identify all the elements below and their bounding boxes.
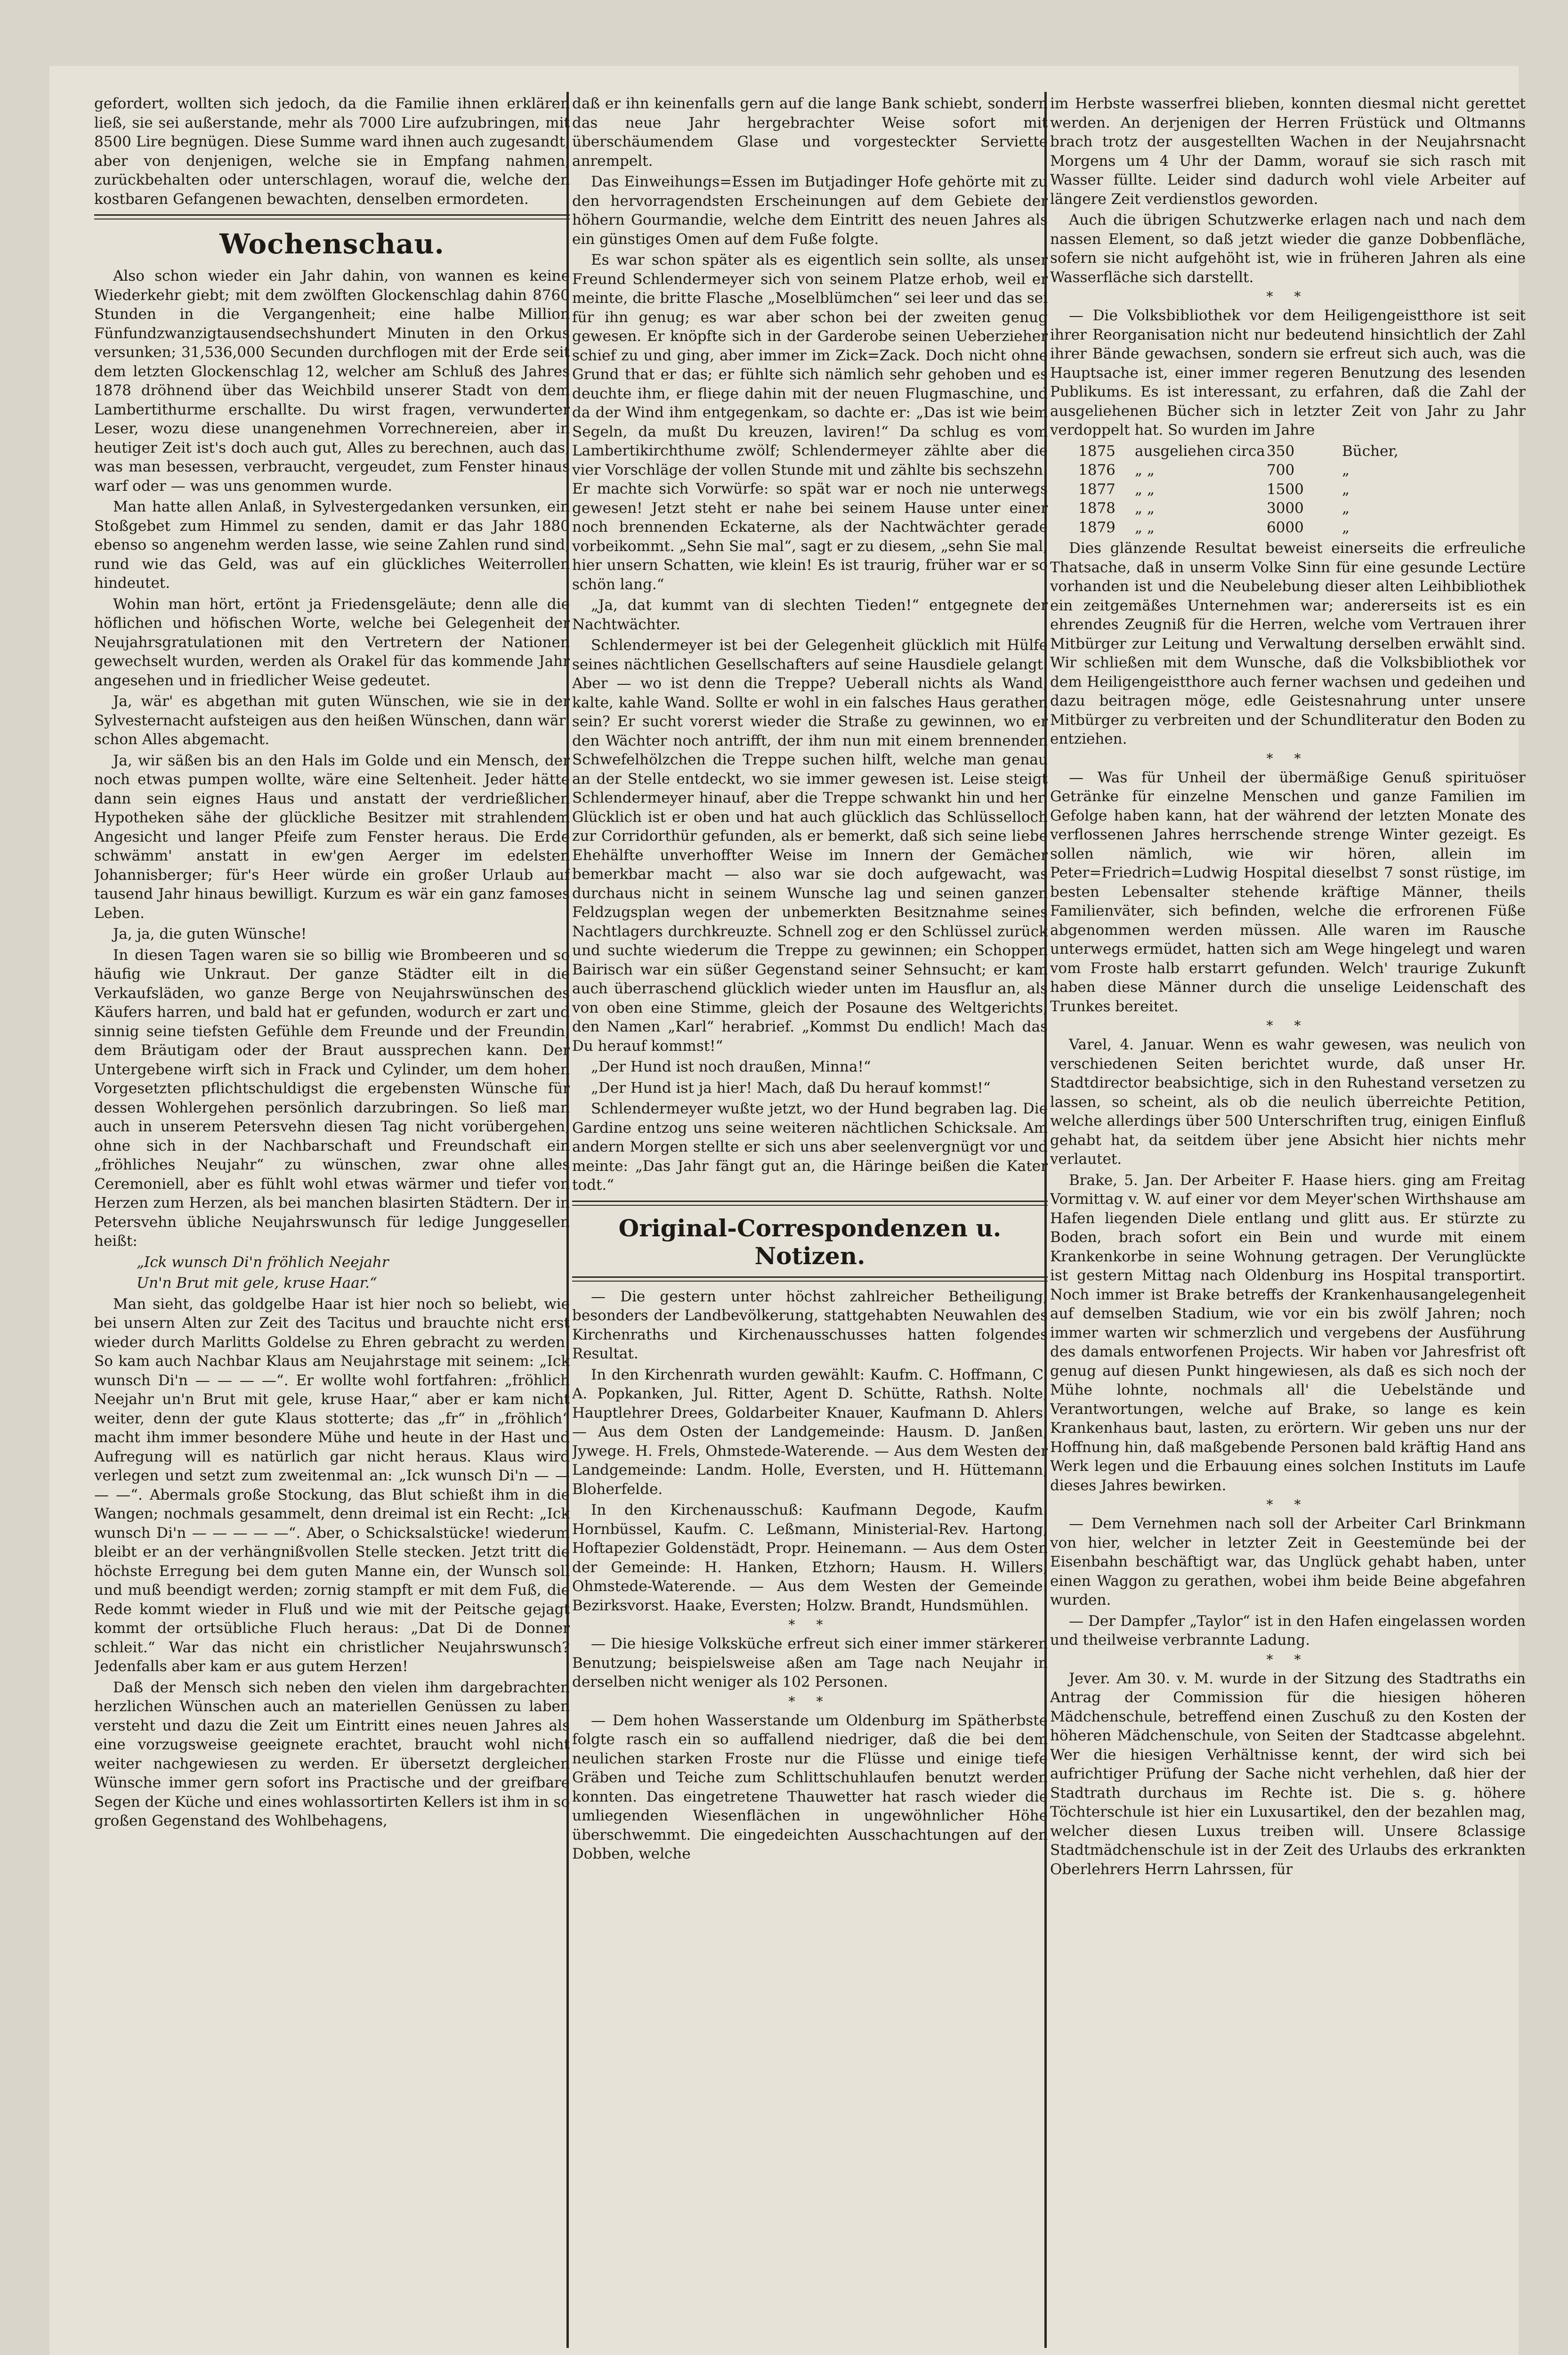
separator-stars: * * [1266,750,1309,766]
separator-stars: * * [788,1617,832,1632]
paragraph: „Der Hund ist ja hier! Mach, daß Du herauf kommst!“ [591,1079,991,1096]
paragraph: Man sieht, das goldgelbe Haar ist hier noch so beliebt, wie bei unsern Alten zur Zeit des Tacitus und brauchte nicht erst wieder durch Marlitts Goldelse zu Ehren gebracht zu werden. So kam auch Nachbar Klaus am Neujahrstage mit seinem: „Ick wunsch Di'n — — — —“. Er wollte wohl fortfahren: „fröhlich Neejahr un'n Brut mit gele, kruse Haar,“ aber er kam nicht weiter, denn der gute Klaus stotterte; das „fr“ in „fröhlich“ macht ihm immer besondere Mühe und heute in der Hast und Aufregung will es natürlich gar nicht heraus. Klaus wird verlegen und setzt zum zweitenmal an: „Ick wunsch Di'n — — — —“. Abermals große Stockung, das Blut schießt ihm in die Wangen; nochmals gesammelt, denn dreimal ist ein Recht: „Ick wunsch Di'n — — — — —“. Aber, o Schicksalstücke! wiederum bleibt er an der verhängnißvollen Stelle stecken. Jetzt tritt die höchste Erregung bei dem guten Manne ein, der Wunsch soll und muß beendigt werden; zornig stampft er mit dem Fuß, die Rede kommt wieder in Fluß und wie mit der Peitsche gejagt kommt der ortsübliche Fluch heraus: „Dat Di de Donner schleit.“ War das nicht ein christlicher Neujahrswunsch? Jedenfalls aber kam er aus gutem Herzen! [94,1295,570,1675]
paragraph: In den Kirchenrath wurden gewählt: Kaufm. C. Hoffmann, C. A. Popkanken, Jul. Ritter, Agent D. Schütte, Rathsh. Nolte, Hauptlehrer Drees, Goldarbeiter Knauer, Kaufmann D. Ahlers. — Aus dem Osten der Landgemeinde: Hausm. D. Janßen, Jywege. H. Frels, Ohmstede-Waterende. — Aus dem Westen der Landgemeinde: Landm. Holle, Eversten, und H. Hüttemann, Bloherfelde. [572,1366,1048,1498]
column-2 [572,94,1048,2331]
verse-line: Un'n Brut mit gele, kruse Haar.“ [137,1275,377,1291]
section-heading-wochenschau: Wochenschau. [219,228,445,260]
paragraph: Ja, wir säßen bis an den Hals im Golde und ein Mensch, der noch etwas pumpen wollte, wäre eine Seltenheit. Jeder hätte dann sein eignes Haus und anstatt der verdrießlichen Hypotheken sähe der glückliche Besitzer mit strahlendem Angesicht und langer Pfeife zum Fenster heraus. Die Erde schwämm' anstatt in ew'gen Aerger im edelsten Johannisberger; für's Heer würde ein großer Urlaub auf tausend Jahr hinaus bewilligt. Kurzum es wär ein ganz famoses Leben. [94,752,570,922]
table-row: 1878 „ „ 3000 „ [1078,500,1350,517]
paragraph: daß er ihn keinenfalls gern auf die lange Bank schiebt, sondern das neue Jahr hergebrachter Weise sofort mit überschäumendem Glase und vorgesteckter Serviette anrempelt. [572,95,1048,170]
paragraph: Es war schon später als es eigentlich sein sollte, als unser Freund Schlendermeyer sich von seinem Platze erhob, weil er meinte, die britte Flasche „Moselblümchen“ sei leer und das sei für ihn genug; es war aber schon bei der zweiten genug gewesen. Er knöpfte sich in der Garderobe seinen Ueberzieher schief zu und ging, aber immer im Zick=Zack. Doch nicht ohne Grund that er das; er fühlte sich nämlich sehr gehoben und es deuchte ihm, er fliege dahin mit der neuen Flugmaschine, und da der Wind ihm entgegenkam, so dachte er: „Das ist wie beim Segeln, da mußt Du kreuzen, laviren!“ Da schlug es vom Lambertikirchthume zwölf; Schlendermeyer zählte aber die vier Vorschläge der vollen Stunde mit und zählte bis sechszehn. Er machte sich Vorwürfe: so spät war er noch nie unterwegs gewesen! Jetzt steht er nahe bei seinem Hause unter einer noch brennenden Eckaterne, als der Nachtwächter gerade vorbeikommt. „Sehn Sie mal“, sagt er zu diesem, „sehn Sie mal, hier unsern Schatten, wie klein! Es ist traurig, früher war er so schön lang.“ [572,252,1048,593]
separator-stars: * * [1266,1497,1309,1512]
table-row: 1875 ausgeliehen circa 350 Bücher, [1078,442,1398,460]
paragraph: „Der Hund ist noch draußen, Minna!“ [591,1058,871,1075]
paragraph: Varel, 4. Januar. Wenn es wahr gewesen, was neulich von verschiedenen Seiten berichtet wurde, daß unser Hr. Stadtdirector beabsichtige, sich in den Ruhestand versetzen zu lassen, so scheint, als ob die neulich überreichte Petition, welche allerdings über 500 Unterschriften trug, einigen Einfluß gehabt hat, da seitdem über jene Absicht hier nichts mehr verlautet. [1050,1036,1526,1168]
table-row: 1879 „ „ 6000 „ [1078,519,1350,536]
paragraph: Also schon wieder ein Jahr dahin, von wannen es keine Wiederkehr giebt; mit dem zwölften Glockenschlag dahin 8760 Stunden in die Vergangenheit; eine halbe Million Fünfundzwanzigtausendsechshundert Minuten in den Orkus versunken; 31,536,000 Secunden durchflogen mit der Erde seit dem letzten Glockenschlag 12, welcher am Schluß des Jahres 1878 dröhnend über das Weichbild unserer Stadt von dem Lambertithurme erschallte. Du wirst fragen, verwunderter Leser, wozu diese unangenehmen Vorrechnereien, aber in heutiger Zeit ist's doch auch gut, Alles zu berechnen, auch das, was man besessen, verbraucht, vergeudet, zum Fenster hinaus warf oder — was uns genommen wurde. [94,268,570,495]
paragraph: Daß der Mensch sich neben den vielen ihm dargebrachten herzlichen Wünschen auch an materiellen Genüssen zu laben versteht und dazu die Zeit um Eintritt eines neuen Jahres als eine vorzugsweise geeignete erachtet, braucht wohl nicht weiter nachgewiesen zu werden. Er übersetzt dergleichen Wünsche immer gern sofort ins Practische und der greifbare Segen der Küche und eines wohlassortirten Kellers ist ihm in so großen Gegenstand des Wohlbehagens, [94,1679,570,1829]
paragraph: — Dem Vernehmen nach soll der Arbeiter Carl Brinkmann von hier, welcher in letzter Zeit in Geestemünde bei der Eisenbahn beschäftigt war, das Unglück gehabt haben, unter einen Waggon zu gerathen, wobei ihm beide Beine abgefahren wurden. [1050,1515,1526,1608]
paragraph: Wohin man hört, ertönt ja Friedensgeläute; denn alle die höflichen und höfischen Worte, welche bei Gelegenheit der Neujahrsgratulationen mit den Vertretern der Nationen gewechselt wurden, werden als Orakel für das kommende Jahr angesehen und in friedlicher Weise gedeutet. [94,595,570,689]
section-rule [572,1201,1048,1206]
paragraph: Auch die übrigen Schutzwerke erlagen nach und nach dem nassen Element, so daß jetzt wieder die ganze Dobbenfläche, sofern sie nicht aufgehöht ist, wie in früheren Jahren als eine Wasserfläche sich darstellt. [1050,211,1526,286]
table-row: 1876 „ „ 700 „ [1078,462,1350,479]
paragraph: Das Einweihungs=Essen im Butjadinger Hofe gehörte mit zu den hervorragendsten Erscheinungen auf dem Gebiete der höhern Gourmandie, welche dem Eintritt des neuen Jahres als ein günstiges Omen auf dem Fuße folgte. [572,173,1048,248]
paragraph: Man hatte allen Anlaß, in Sylvestergedanken versunken, ein Stoßgebet zum Himmel zu senden, damit er das Jahr 1880 ebenso so angenehm werden lasse, wie seine Zahlen rund sind, rund wie das Geld, was auf ein glückliches Weiterrollen hindeutet. [94,498,570,592]
separator-stars: * * [1266,1018,1309,1033]
verse-line: „Ick wunsch Di'n fröhlich Neejahr [137,1253,389,1271]
library-statistics-table [1078,442,1526,537]
paragraph: Ja, ja, die guten Wünsche! [113,926,307,942]
paragraph: Dies glänzende Resultat beweist einerseits die erfreuliche Thatsache, daß in unserm Volke Sinn für eine gesunde Lectüre vorhanden ist und die Neubelebung dieser alten Leihbibliothek ein zeitgemäßes Unternehmen war; andererseits ist es ein ehrendes Zeugniß für die Herren, welche vom Vertrauen ihrer Mitbürger zur Leitung und Verwaltung derselben erwählt sind. Wir schließen mit dem Wunsche, daß die Volksbibliothek vor dem Heiligengeistthore auch ferner wachsen und gedeihen und dazu beitragen möge, edle Geistesnahrung unter unsere Mitbürger zu verbreiten und der Schundliteratur den Boden zu entziehen. [1050,540,1526,747]
paragraph: Schlendermeyer wußte jetzt, wo der Hund begraben lag. Die Gardine entzog uns seine weiteren nächtlichen Schicksale. Am andern Morgen stellte er sich uns aber seelenvergnügt vor und meinte: „Das Jahr fängt gut an, die Häringe beißen die Kater todt.“ [572,1100,1048,1194]
paragraph: Schlendermeyer ist bei der Gelegenheit glücklich mit Hülfe seines nächtlichen Gesellschafters auf seine Hausdiele gelangt. Aber — wo ist denn die Treppe? Ueberall nichts als Wand, kalte, kahle Wand. Sollte er wohl in ein falsches Haus gerathen sein? Er sucht vorerst wieder die Straße zu gewinnen, wo er den Wächter noch antrifft, der ihm nun mit einem brennenden Schwefelhölzchen die Treppe suchen hilft, welche man genau an der Stelle entdeckt, wo sie immer gewesen ist. Leise steigt Schlendermeyer hinauf, aber die Treppe schwankt hin und her. Glücklich ist er oben und hat auch glücklich das Schlüsselloch zur Corridorthür gefunden, als er bemerkt, daß sich seine liebe Ehehälfte unverhoffter Weise im Innern der Gemächer bemerkbar macht — also war sie doch aufgewacht, was durchaus nicht in seinem Wunsche lag und seinen ganzen Feldzugsplan wegen der unbemerkten Besitznahme seines Nachtlagers durchkreuzte. Schnell zog er den Schlüssel zurück und suchte wiederum die Treppe zu gewinnen; ein Schoppen Bairisch war ein süßer Gegenstand seiner Sehnsucht; er kam auch überraschend glücklich wieder unten im Hausflur an, als von oben eine Stimme, gleich der Posaune des Weltgerichts, den Namen „Karl“ herabrief. „Kommst Du endlich! Mach das Du herauf kommst!“ [572,637,1048,1055]
paragraph: In diesen Tagen waren sie so billig wie Brombeeren und so häufig wie Unkraut. Der ganze Städter eilt in die Verkaufsläden, wo ganze Berge von Neujahrswünschen des Käufers harren, und bald hat er gefunden, wodurch er zart und sinnig seine tiefsten Gefühle dem Freunde und der Freundin, dem Bräutigam oder der Braut aussprechen kann. Der Untergebene wirft sich in Frack und Cylinder, um dem hohen Vorgesetzten pflichtschuldigst die ergebensten Wünsche für dessen Wohlergehen persönlich darzubringen. So ließ man auch in unserem Petersvehn diesen Tag nicht vorübergehen, ohne sich in der Nachbarschaft und Freundschaft ein „fröhliches Neujahr“ zu wünschen, zwar ohne alles Ceremoniell, aber es fühlt wohl etwas wärmer und tiefer von Herzen zum Herzen, als bei manchen blasirten Städtern. Der in Petersvehn übliche Neujahrswunsch für ledige Junggesellen heißt: [94,946,570,1250]
separator-stars: * * [1266,289,1309,304]
section-rule [94,214,570,219]
column-3 [1050,94,1526,2331]
paragraph: — Die hiesige Volksküche erfreut sich einer immer stärkeren Benutzung; beispielsweise aßen am Tage nach Neujahr in derselben nicht weniger als 102 Personen. [572,1635,1048,1690]
paragraph: — Der Dampfer „Taylor“ ist in den Hafen eingelassen worden und theilweise verbrannte Ladung. [1050,1612,1526,1648]
separator-stars: * * [788,1693,832,1709]
paragraph: In den Kirchenausschuß: Kaufmann Degode, Kaufm. Hornbüssel, Kaufm. C. Leßmann, Ministerial-Rev. Hartong, Hoftapezier Goldenstädt, Propr. Heinemann. — Aus dem Osten der Gemeinde: H. Hanken, Etzhorn; Hausm. H. Willers, Ohmstede-Waterende. — Aus dem Westen der Gemeinde: Bezirksvorst. Haake, Eversten; Holzw. Brandt, Hundsmühlen. [572,1502,1048,1614]
paragraph: — Die gestern unter höchst zahlreicher Betheiligung, besonders der Landbevölkerung, stattgehabten Neuwahlen des Kirchenraths und Kirchenausschusses hatten folgendes Resultat. [572,1288,1048,1362]
table-row: 1877 „ „ 1500 „ [1078,480,1350,498]
column-1 [94,94,570,2331]
paragraph: — Was für Unheil der übermäßige Genuß spirituöser Getränke für einzelne Menschen und ganze Familien im Gefolge haben kann, hat der während der letzten Monate des verflossenen Jahres herrschende strenge Winter gezeigt. Es sollen nämlich, wie wir hören, allein im Peter=Friedrich=Ludwig Hospital dieselbst 7 sonst rüstige, im besten Lebensalter stehende kräftige Männer, theils Familienväter, sich befinden, welche die erfrorenen Füße abgenommen werden müssen. Alle waren im Rausche unterwegs ermüdet, hatten sich am Wege hingelegt und waren vom Froste halb erstarrt gefunden. Welch' traurige Zukunft haben diese Männer durch die unselige Leidenschaft des Trunkes bereitet. [1050,769,1526,1015]
paragraph: „Ja, dat kummt van di slechten Tieden!“ entgegnete der Nachtwächter. [572,597,1048,633]
article-continuation: gefordert, wollten sich jedoch, da die Familie ihnen erklären ließ, sie sei außerstande, mehr als 7000 Lire aufzubringen, mit 8500 Lire begnügen. Diese Summe ward ihnen auch zugesandt, aber von denjenigen, welche sie in Empfang nahmen, zurückbehalten oder unterschlagen, worauf die, welche den kostbaren Gefangenen bewachten, denselben ermordeten. [94,95,570,208]
paragraph: im Herbste wasserfrei blieben, konnten diesmal nicht gerettet werden. An derjenigen der Herren Früstück und Oltmanns brach trotz der ausgestellten Wachen in der Neujahrsnacht Morgens um 4 Uhr der Damm, worauf sie sich rasch mit Wasser füllte. Leider sind dadurch wohl viele Arbeiter auf längere Zeit verdienstlos geworden. [1050,95,1526,208]
paragraph: Ja, wär' es abgethan mit guten Wünschen, wie sie in der Sylvesternacht aufsteigen aus den heißen Wünschen, dann wär' schon Alles abgemacht. [94,693,570,748]
paragraph: — Dem hohen Wasserstande um Oldenburg im Spätherbste folgte rasch ein so auffallend niedriger, daß die bei dem neulichen starken Froste nur die Flüsse und einige tiefe Gräben und Teiche zum Schlittschuhlaufen benutzt werden konnten. Das eingetretene Thauwetter hat rasch wieder die umliegenden Wiesenflächen in ungewöhnlicher Höhe überschwemmt. Die eingedeichten Ausschachtungen auf den Dobben, welche [572,1712,1048,1862]
paragraph: Brake, 5. Jan. Der Arbeiter F. Haase hiers. ging am Freitag Vormittag v. W. auf einer vor dem Meyer'schen Wirthshause am Hafen liegenden Diele entlang und glitt aus. Er stürzte zu Boden, brach sofort ein Bein und wurde mit einem Krankenkorbe in seine Wohnung getragen. Der Verunglückte ist gestern Mittag nach Oldenburg ins Hospital transportirt. Noch immer ist Brake betreffs der Krankenhausangelegenheit auf demselben Stadium, wie vor ein bis zwölf Jahren; noch immer warten wir schmerzlich und vergebens der Ausführung des damals entworfenen Projects. Wir haben vor Jahresfrist oft genug auf diesen Punkt hingewiesen, als daß es sich noch der Mühe lohnte, nochmals all' die Uebelstände und Verantwortungen, welche auf Brake, so lange es kein Krankenhaus baut, lasten, zu erörtern. Wir geben uns nur der Hoffnung hin, daß maßgebende Personen bald kräftig Hand ans Werk legen und die Erbauung eines solchen Instituts im Laufe dieses Jahres bewirken. [1050,1171,1526,1494]
separator-stars: * * [1266,1651,1309,1667]
paragraph: Jever. Am 30. v. M. wurde in der Sitzung des Stadtraths ein Antrag der Commission für die hiesigen höheren Mädchenschule, betreffend einen Zuschuß zu den Kosten der höheren Mädchenschule, von Seiten der Stadtcasse abgelehnt. Wer die hiesigen Verhältnisse kennt, der wird sich bei aufrichtiger Prüfung der Sache nicht verhehlen, daß hier der Stadtrath durchaus im Rechte ist. Die s. g. höhere Töchterschule ist hier ein Luxusartikel, den der bezahlen mag, welcher diesen Luxus treiben will. Unsere 8classige Stadtmädchenschule ist in der Zeit des Urlaubs des erkrankten Oberlehrers Herrn Lahrssen, für [1050,1670,1526,1878]
section-rule [572,1276,1048,1282]
paragraph: — Die Volksbibliothek vor dem Heiligengeistthore ist seit ihrer Reorganisation nicht nur bedeutend hinsichtlich der Zahl ihrer Bände gewachsen, sondern sie erfreut sich auch, was die Hauptsache ist, einer immer regeren Benutzung des lesenden Publikums. Es ist interessant, zu erfahren, daß die Zahl der ausgeliehenen Bücher sich in letzter Zeit von Jahr zu Jahr verdoppelt hat. So wurden im Jahre [1050,307,1526,439]
section-heading-correspondenzen: Original-Correspondenzen u. Notizen. [618,1214,1002,1270]
